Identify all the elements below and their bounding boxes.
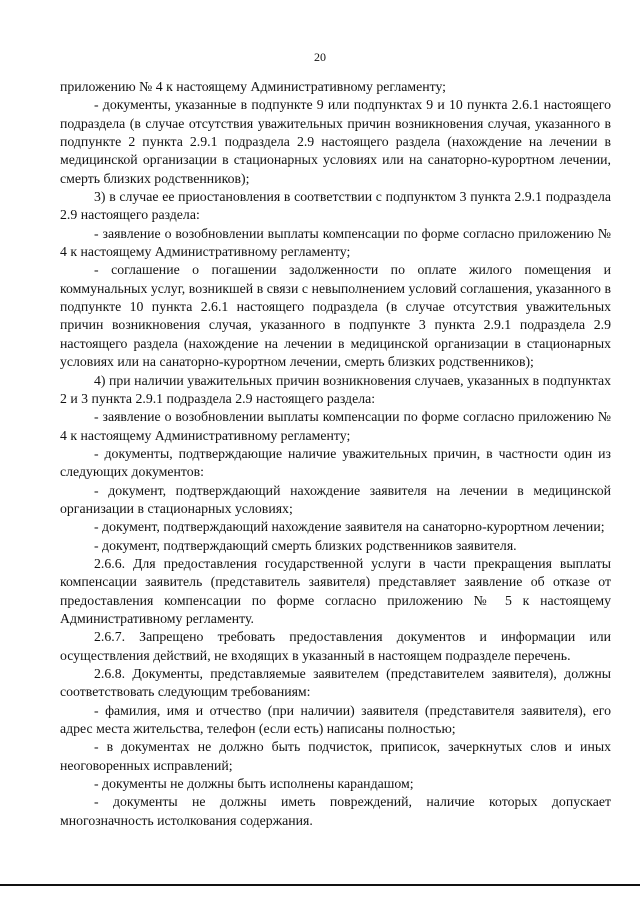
- paragraph: 2.6.7. Запрещено требовать предоставления документов и информации или осуществления действий, не входящих в указанный в настоящем подразделе перечень.: [60, 629, 611, 663]
- paragraph: - документы не должны быть исполнены карандашом;: [94, 776, 414, 792]
- paragraph: - документы, подтверждающие наличие уважительных причин, в частности один из следующих документов:: [60, 445, 611, 480]
- paragraph: - документы, указанные в подпункте 9 или подпунктах 9 и 10 пункта 2.6.1 настоящего подраздела (в случае отсутствия уважительных причин возникновения случая, указанного в подпункте 2 пункта 2.9.1 подраздела 2.9 настоящего раздела (нахождение на лечении в медицинской организации в стационарных условиях или на санаторно-курортном лечении, смерть близких родственников);: [60, 97, 611, 186]
- paragraph: приложению № 4 к настоящему Административному регламенту;: [60, 79, 447, 94]
- bottom-divider: [0, 884, 640, 886]
- paragraph: 4) при наличии уважительных причин возникновения случаев, указанных в подпунктах 2 и 3 пункта 2.9.1 подраздела 2.9 настоящего раздела:: [60, 372, 611, 406]
- paragraph: - документ, подтверждающий нахождение заявителя на лечении в медицинской организации в стационарных условиях;: [60, 482, 611, 516]
- paragraph: - документы не должны иметь повреждений, наличие которых допускает многозначность истолкования содержания.: [60, 794, 611, 828]
- paragraph: 2.6.8. Документы, представляемые заявителем (представителем заявителя), должны соответствовать следующим требованиям:: [60, 666, 611, 700]
- paragraph: - в документах не должно быть подчисток, приписок, зачеркнутых слов и иных неоговоренных исправлений;: [60, 739, 611, 773]
- paragraph: - документ, подтверждающий нахождение заявителя на санаторно-курортном лечении;: [94, 519, 605, 535]
- paragraph: 3) в случае ее приостановления в соответствии с подпунктом 3 пункта 2.9.1 подраздела 2.9 настоящего раздела:: [60, 189, 611, 223]
- paragraph: 2.6.6. Для предоставления государственной услуги в части прекращения выплаты компенсации заявитель (представитель заявителя) представляет заявление об отказе от предоставления компенсации по форме согласно приложению № 5 к настоящему Административному регламенту.: [60, 555, 611, 626]
- paragraph: - заявление о возобновлении выплаты компенсации по форме согласно приложению № 4 к настоящему Административному регламенту;: [60, 409, 611, 443]
- paragraph: - документ, подтверждающий смерть близких родственников заявителя.: [94, 537, 517, 553]
- paragraph: - заявление о возобновлении выплаты компенсации по форме согласно приложению № 4 к настоящему Административному регламенту;: [60, 225, 611, 260]
- document-body: [60, 78, 611, 830]
- paragraph: - фамилия, имя и отчество (при наличии) заявителя (представителя заявителя), его адрес места жительства, телефон (если есть) написаны полностью;: [60, 702, 611, 737]
- page-number: 20: [314, 50, 326, 64]
- paragraph: - соглашение о погашении задолженности по оплате жилого помещения и коммунальных услуг, возникшей в связи с невыполнением условий соглашения, указанного в подпункте 10 пункта 2.6.1 настоящего подраздела (в случае отсутствия уважительных причин возникновения случая, указанного в подпункте 3 пункта 2.9.1 подраздела 2.9 настоящего раздела (нахождение на лечении в медицинской организации в стационарных условиях или на санаторно-курортном лечении, смерть близких родственников);: [60, 262, 611, 370]
